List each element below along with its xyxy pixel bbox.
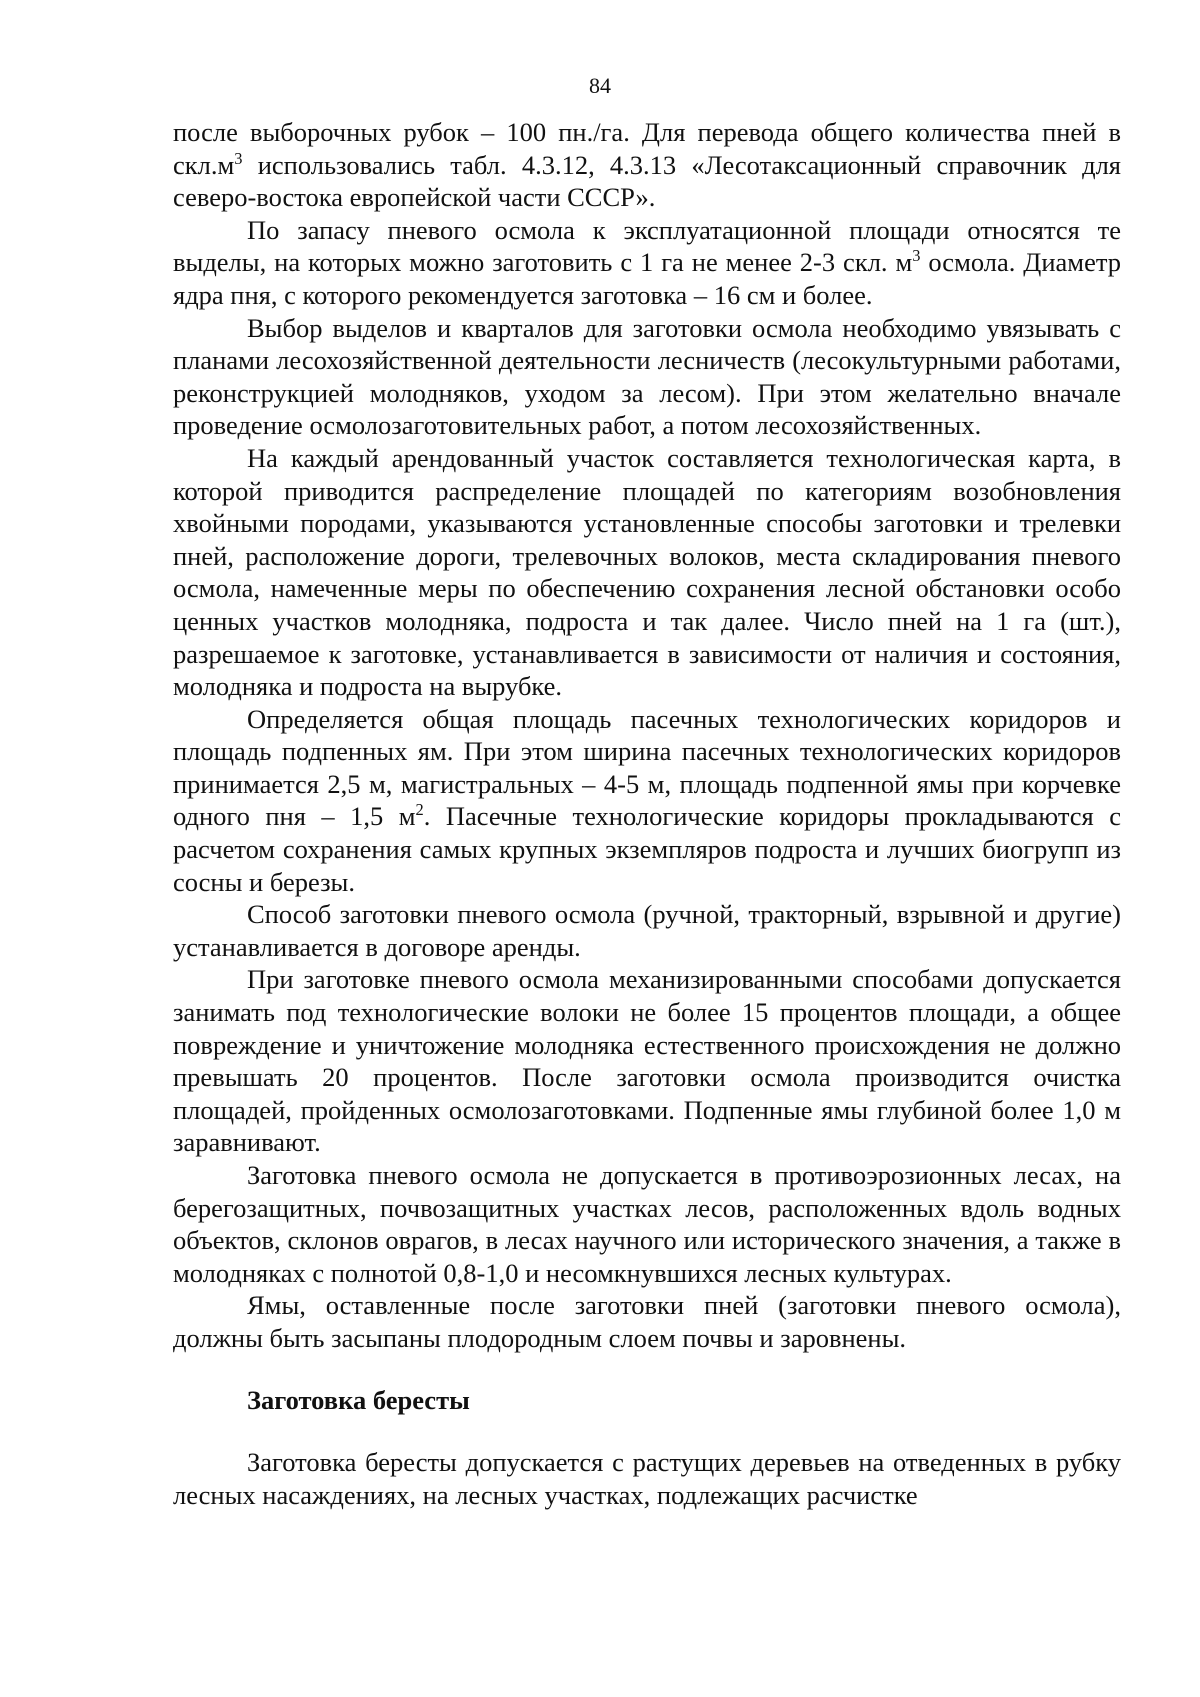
text-run: использовались табл. 4.3.12, 4.3.13 «Лесотаксационный справочник для северо-востока европейской части СССР». xyxy=(173,149,1121,213)
superscript: 3 xyxy=(912,246,921,266)
paragraph xyxy=(173,703,1121,899)
paragraph xyxy=(173,214,1121,312)
text-run: . Пасечные технологические коридоры прокладываются с расчетом сохранения самых крупных экземпляров подроста и лучших биогрупп из сосны и березы. xyxy=(173,801,1121,897)
paragraph xyxy=(173,898,1121,963)
paragraph xyxy=(173,963,1121,1159)
page-number: 84 xyxy=(589,73,611,98)
superscript: 2 xyxy=(415,800,424,820)
text-run: Определяется общая площадь пасечных технологических коридоров и площадь подпенных ям. При этом ширина пасечных технологических коридоров принимается 2,5 м, магистральных – 4-5 м, площадь подпенной ямы при корчевке одного пня – 1,5 м xyxy=(173,703,1121,832)
text-run: Выбор выделов и кварталов для заготовки осмола необходимо увязывать с планами лесохозяйственной деятельности лесничеств (лесокультурными работами, реконструкцией молодняков, уходом за лесом). При этом желательно вначале проведение осмолозаготовительных работ, а потом лесохозяйственных. xyxy=(173,312,1121,441)
paragraph xyxy=(173,442,1121,703)
text-run: Заготовка бересты допускается с растущих деревьев на отведенных в рубку лесных насаждениях, на лесных участках, подлежащих расчистке xyxy=(173,1447,1121,1510)
text-run: На каждый арендованный участок составляется технологическая карта, в которой приводится распределение площадей по категориям возобновления хвойными породами, указываются установленные способы заготовки и трелевки пней, расположение дороги, трелевочных волоков, места складирования пневого осмола, намеченные меры по обеспечению сохранения лесной обстановки особо ценных участков молодняка, подроста и так далее. Число пней на 1 га (шт.), разрешаемое к заготовке, устанавливается в зависимости от наличия и состояния, молодняка и подроста на вырубке. xyxy=(173,442,1121,702)
paragraph xyxy=(173,116,1121,214)
paragraph xyxy=(173,1159,1121,1289)
text-run: Заготовка пневого осмола не допускается в противоэрозионных лесах, на берегозащитных, почвозащитных участках лесов, расположенных вдоль водных объектов, склонов оврагов, в лесах научного или исторического значения, а также в молодняках с полнотой 0,8-1,0 и несомкнувшихся лесных культурах. xyxy=(173,1160,1121,1288)
section-heading: Заготовка бересты xyxy=(247,1384,470,1415)
paragraph xyxy=(173,1446,1121,1511)
text-run: Способ заготовки пневого осмола (ручной, тракторный, взрывной и другие) устанавливается в договоре аренды. xyxy=(173,899,1121,962)
text-run: осмола. Диаметр ядра пня, с которого рекомендуется заготовка – 16 см и более. xyxy=(173,247,1121,310)
paragraph xyxy=(173,1289,1121,1354)
paragraphs-before-heading xyxy=(173,116,1121,1355)
paragraph xyxy=(173,312,1121,442)
paragraphs-after-heading xyxy=(173,1446,1121,1511)
superscript: 3 xyxy=(234,148,243,168)
text-run: По запасу пневого осмола к эксплуатационной площади относятся те выделы, на которых можно заготовить с 1 га не менее 2-3 скл. м xyxy=(173,214,1121,278)
body-text xyxy=(173,116,1121,1511)
text-run: после выборочных рубок – 100 пн./га. Для перевода общего количества пней в скл.м xyxy=(173,117,1121,180)
text-run: Ямы, оставленные после заготовки пней (заготовки пневого осмола), должны быть засыпаны плодородным слоем почвы и заровнены. xyxy=(173,1290,1121,1353)
text-run: При заготовке пневого осмола механизированными способами допускается занимать под технологические волоки не более 15 процентов площади, а общее повреждение и уничтожение молодняка естественного происхождения не должно превышать 20 процентов. После заготовки осмола производится очистка площадей, пройденных осмолозаготовками. Подпенные ямы глубиной более 1,0 м заравнивают. xyxy=(173,964,1121,1158)
